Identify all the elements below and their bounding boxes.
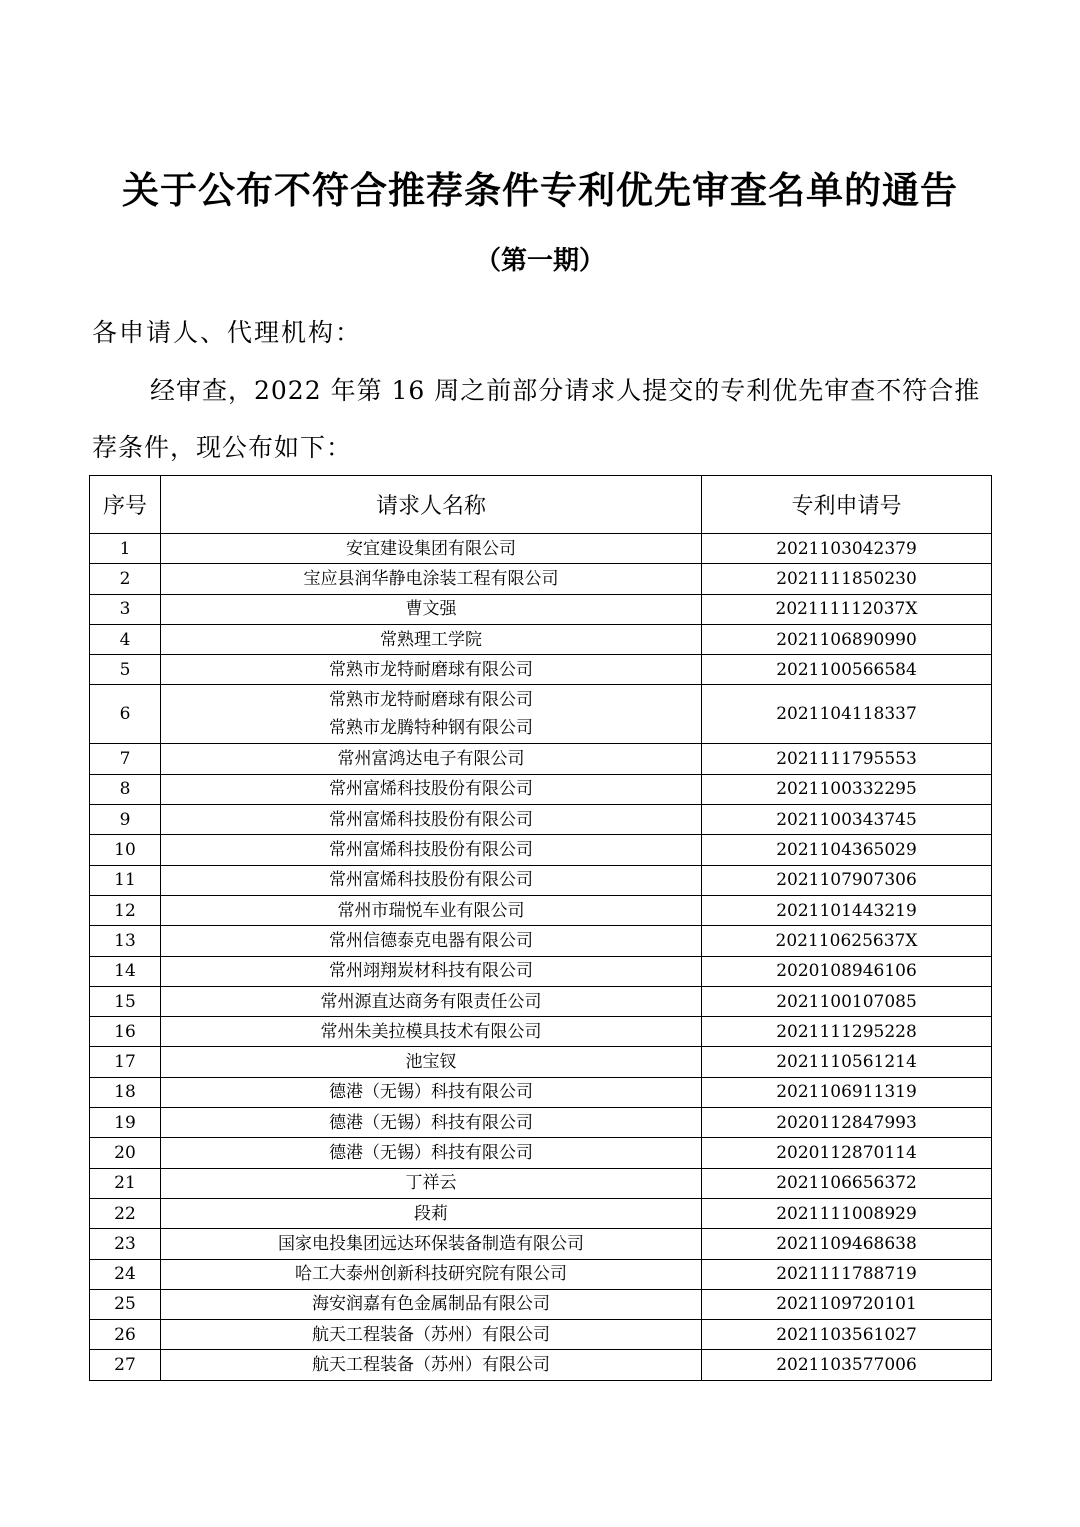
row-applicant-name (161, 956, 702, 986)
row-applicant-name (161, 564, 702, 594)
table-row (90, 1138, 992, 1168)
row-serial: 5 (90, 655, 161, 685)
row-serial: 4 (90, 624, 161, 654)
row-serial: 2 (90, 564, 161, 594)
row-application-number: 2021103042379 (702, 534, 992, 564)
row-serial: 23 (90, 1229, 161, 1259)
row-serial: 6 (90, 685, 161, 744)
row-applicant-name (161, 774, 702, 804)
table-row (90, 1229, 992, 1259)
table-row (90, 1198, 992, 1228)
table-row (90, 1047, 992, 1077)
row-application-number: 2021111850230 (702, 564, 992, 594)
row-serial: 13 (90, 926, 161, 956)
row-serial: 27 (90, 1350, 161, 1380)
applicant-name-line: 常州翊翔炭材科技有限公司 (329, 961, 533, 982)
row-application-number: 2021109468638 (702, 1229, 992, 1259)
row-application-number: 2021106911319 (702, 1077, 992, 1107)
row-application-number: 2021100107085 (702, 986, 992, 1016)
row-application-number: 2021109720101 (702, 1289, 992, 1319)
intro-paragraph: 经审查，2022 年第 16 周之前部分请求人提交的专利优先审查不符合推荐条件，现公布如下： (92, 376, 981, 462)
row-serial: 7 (90, 744, 161, 774)
table-row (90, 1108, 992, 1138)
row-application-number: 2021111795553 (702, 744, 992, 774)
row-serial: 19 (90, 1108, 161, 1138)
header-application-number: 专利申请号 (702, 476, 992, 534)
row-application-number: 2021107907306 (702, 865, 992, 895)
applicant-name-line: 常州富烯科技股份有限公司 (329, 779, 533, 800)
table-row (90, 1259, 992, 1289)
table-row (90, 1168, 992, 1198)
row-serial: 14 (90, 956, 161, 986)
row-applicant-name (161, 1229, 702, 1259)
row-application-number: 2021111008929 (702, 1198, 992, 1228)
row-application-number: 2020112870114 (702, 1138, 992, 1168)
applicant-name-line: 常熟市龙腾特种钢有限公司 (329, 718, 533, 739)
table-row (90, 655, 992, 685)
table-row (90, 805, 992, 835)
row-applicant-name (161, 986, 702, 1016)
applicant-name-line: 哈工大泰州创新科技研究院有限公司 (295, 1264, 567, 1285)
applicant-name-line: 宝应县润华静电涂装工程有限公司 (303, 568, 559, 589)
row-applicant-name (161, 655, 702, 685)
applicant-name-line: 常州富烯科技股份有限公司 (329, 870, 533, 891)
row-serial: 12 (90, 895, 161, 925)
table-row (90, 895, 992, 925)
row-serial: 24 (90, 1259, 161, 1289)
applicant-name-line: 常州富烯科技股份有限公司 (329, 840, 533, 861)
greeting: 各申请人、代理机构： (92, 318, 363, 347)
row-applicant-name (161, 1320, 702, 1350)
table-row (90, 624, 992, 654)
table-header-row (90, 476, 992, 534)
table-row (90, 865, 992, 895)
table-row (90, 1350, 992, 1380)
row-applicant-name (161, 1077, 702, 1107)
row-serial: 20 (90, 1138, 161, 1168)
table-row (90, 564, 992, 594)
applicant-name-line: 曹文强 (405, 599, 457, 620)
row-serial: 3 (90, 594, 161, 624)
header-applicant-name: 请求人名称 (161, 476, 702, 534)
row-application-number: 2021106890990 (702, 624, 992, 654)
row-serial: 11 (90, 865, 161, 895)
row-serial: 17 (90, 1047, 161, 1077)
row-application-number: 2021101443219 (702, 895, 992, 925)
row-applicant-name (161, 1047, 702, 1077)
applicant-name-line: 常州朱美拉模具技术有限公司 (320, 1021, 542, 1042)
table-row (90, 1017, 992, 1047)
applicant-name-line: 国家电投集团远达环保装备制造有限公司 (278, 1233, 584, 1254)
row-applicant-name (161, 895, 702, 925)
row-application-number: 2021111788719 (702, 1259, 992, 1289)
document-subtitle: （第一期） (474, 246, 605, 276)
table-row (90, 1320, 992, 1350)
row-applicant-name (161, 685, 702, 744)
row-application-number: 2021103577006 (702, 1350, 992, 1380)
table-row (90, 1289, 992, 1319)
row-applicant-name (161, 1350, 702, 1380)
row-serial: 9 (90, 805, 161, 835)
row-applicant-name (161, 1138, 702, 1168)
table-row (90, 534, 992, 564)
row-serial: 16 (90, 1017, 161, 1047)
row-serial: 8 (90, 774, 161, 804)
table-row (90, 685, 992, 744)
row-serial: 1 (90, 534, 161, 564)
applicant-name-line: 安宜建设集团有限公司 (346, 538, 516, 559)
table-row (90, 986, 992, 1016)
applicant-table (89, 475, 992, 1381)
row-serial: 21 (90, 1168, 161, 1198)
row-applicant-name (161, 1108, 702, 1138)
applicant-name-line: 常熟市龙特耐磨球有限公司 (329, 659, 533, 680)
applicant-name-line: 德港（无锡）科技有限公司 (329, 1112, 533, 1133)
applicant-name-line: 常州源直达商务有限责任公司 (320, 991, 542, 1012)
applicant-name-line: 海安润嘉有色金属制品有限公司 (312, 1294, 550, 1315)
applicant-name-line: 常州信德泰克电器有限公司 (329, 930, 533, 951)
applicant-name-line: 常州市瑞悦车业有限公司 (337, 900, 525, 921)
applicant-name-line: 德港（无锡）科技有限公司 (329, 1142, 533, 1163)
row-applicant-name (161, 926, 702, 956)
table-row (90, 926, 992, 956)
row-serial: 18 (90, 1077, 161, 1107)
row-serial: 25 (90, 1289, 161, 1319)
row-application-number: 2021100332295 (702, 774, 992, 804)
applicant-name-line: 常州富鸿达电子有限公司 (337, 749, 525, 770)
row-serial: 15 (90, 986, 161, 1016)
row-application-number: 2021100566584 (702, 655, 992, 685)
applicant-name-line: 常州富烯科技股份有限公司 (329, 809, 533, 830)
row-application-number: 2021104118337 (702, 685, 992, 744)
row-serial: 26 (90, 1320, 161, 1350)
row-applicant-name (161, 744, 702, 774)
row-application-number: 2021104365029 (702, 835, 992, 865)
row-applicant-name (161, 594, 702, 624)
applicant-name-line: 常熟市龙特耐磨球有限公司 (329, 690, 533, 711)
row-applicant-name (161, 835, 702, 865)
applicant-name-line: 常熟理工学院 (380, 629, 482, 650)
row-applicant-name (161, 865, 702, 895)
row-application-number: 202110625637X (702, 926, 992, 956)
row-serial: 22 (90, 1198, 161, 1228)
row-application-number: 2021111295228 (702, 1017, 992, 1047)
table-row (90, 774, 992, 804)
row-applicant-name (161, 1168, 702, 1198)
row-application-number: 2021100343745 (702, 805, 992, 835)
applicant-name-line: 德港（无锡）科技有限公司 (329, 1082, 533, 1103)
header-serial: 序号 (90, 476, 161, 534)
row-applicant-name (161, 1259, 702, 1289)
applicant-name-line: 池宝钗 (405, 1052, 457, 1073)
row-applicant-name (161, 1017, 702, 1047)
row-serial: 10 (90, 835, 161, 865)
row-application-number: 2021106656372 (702, 1168, 992, 1198)
table-row (90, 744, 992, 774)
row-application-number: 2021110561214 (702, 1047, 992, 1077)
applicant-name-line: 航天工程装备（苏州）有限公司 (312, 1324, 550, 1345)
table-row (90, 1077, 992, 1107)
row-application-number: 2021103561027 (702, 1320, 992, 1350)
row-applicant-name (161, 624, 702, 654)
row-application-number: 2020108946106 (702, 956, 992, 986)
row-application-number: 202111112037X (702, 594, 992, 624)
table-row (90, 594, 992, 624)
applicant-name-line: 段莉 (414, 1203, 448, 1224)
table-body (90, 534, 992, 1381)
table-row (90, 956, 992, 986)
row-applicant-name (161, 1198, 702, 1228)
applicant-name-line: 丁祥云 (405, 1173, 457, 1194)
document-title: 关于公布不符合推荐条件专利优先审查名单的通告 (122, 169, 958, 212)
row-applicant-name (161, 534, 702, 564)
row-applicant-name (161, 1289, 702, 1319)
applicant-name-line: 航天工程装备（苏州）有限公司 (312, 1355, 550, 1376)
row-applicant-name (161, 805, 702, 835)
table-row (90, 835, 992, 865)
row-application-number: 2020112847993 (702, 1108, 992, 1138)
